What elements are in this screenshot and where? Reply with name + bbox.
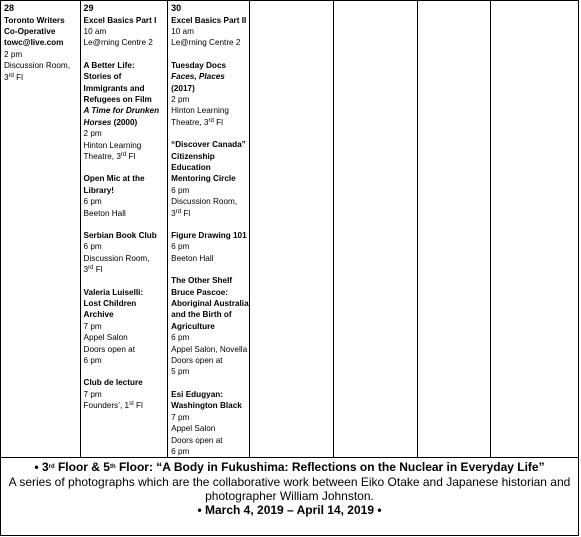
event-text: Appel Salon, Novella xyxy=(171,344,248,354)
event-line xyxy=(171,435,246,446)
event-line xyxy=(84,344,165,355)
event-text: Citizenship xyxy=(171,151,215,161)
event-text: Esi Edugyan: xyxy=(171,389,224,399)
event-line xyxy=(171,400,246,411)
event-text: Library! xyxy=(83,185,115,195)
event-line xyxy=(84,208,165,219)
event-text: 6 pm xyxy=(83,242,102,252)
event-line xyxy=(84,60,165,71)
event-text: 3 xyxy=(4,72,9,82)
ordinal-suffix: rd xyxy=(120,151,127,158)
event-text: Horses xyxy=(83,117,112,127)
event-text: 3 xyxy=(171,208,176,218)
event-text: 2 pm xyxy=(4,49,23,59)
event-line xyxy=(171,389,246,400)
event-line xyxy=(84,230,165,241)
exhibition-footer xyxy=(0,453,579,536)
event-line xyxy=(84,185,165,196)
event-line xyxy=(171,321,246,332)
event-line xyxy=(171,139,246,150)
ordinal-suffix: rd xyxy=(48,464,55,470)
calendar-week-row xyxy=(1,1,579,458)
event-text: Discussion Room, xyxy=(4,61,70,71)
event-line xyxy=(171,275,246,286)
event-text: 6 pm xyxy=(171,446,190,456)
event-line xyxy=(171,83,246,94)
event-entry xyxy=(4,15,77,83)
event-entry xyxy=(84,173,165,219)
event-line xyxy=(171,366,246,377)
event-line xyxy=(171,94,246,105)
day-cell xyxy=(334,1,418,458)
event-text: Co-Operative xyxy=(4,26,56,36)
event-text: Fl xyxy=(213,117,223,127)
event-text: Beeton Hall xyxy=(171,253,214,263)
ordinal-suffix: rd xyxy=(175,208,182,215)
event-line xyxy=(171,71,246,82)
ordinal-suffix: rd xyxy=(88,265,94,272)
event-line xyxy=(171,344,246,355)
ordinal-suffix: th xyxy=(109,464,116,470)
event-line xyxy=(4,72,77,83)
day-number: 28 xyxy=(4,3,15,13)
event-text: 5 pm xyxy=(171,367,190,377)
event-line xyxy=(171,185,246,196)
event-text: A Better Life: xyxy=(83,60,135,70)
event-line xyxy=(171,151,246,162)
event-entry xyxy=(84,15,165,49)
event-text: Lost Children xyxy=(83,299,137,309)
event-text: and the Birth of xyxy=(171,310,232,320)
title-text: Floor: “A Body in Fukushima: Reflections on the Nuclear in Everyday Life” xyxy=(115,460,545,474)
event-entry xyxy=(171,275,249,378)
event-text: Faces, Places xyxy=(171,72,225,82)
event-text: Doors open at xyxy=(171,356,223,366)
event-text: Archive xyxy=(83,310,114,320)
event-line xyxy=(171,230,246,241)
event-line xyxy=(171,60,246,71)
event-line xyxy=(84,94,165,105)
event-text: Fl xyxy=(93,265,103,275)
event-line xyxy=(84,264,165,275)
event-line xyxy=(171,309,246,320)
event-text: “Discover Canada” xyxy=(171,140,246,150)
day-number: 30 xyxy=(171,3,182,13)
event-line xyxy=(171,355,246,366)
title-text: Floor & 5 xyxy=(54,460,110,474)
event-line xyxy=(171,173,246,184)
event-text: 6 pm xyxy=(171,185,190,195)
event-line xyxy=(4,26,77,37)
event-line xyxy=(84,241,165,252)
event-text: Theatre, 3 xyxy=(171,117,209,127)
event-text: Doors open at xyxy=(171,435,223,445)
event-line xyxy=(84,173,165,184)
event-line xyxy=(84,321,165,332)
day-cell xyxy=(491,1,579,458)
event-text: Fl xyxy=(126,151,136,161)
event-text: Discussion Room, xyxy=(83,253,150,263)
event-line xyxy=(171,162,246,173)
event-text: Fl xyxy=(133,401,143,411)
event-line xyxy=(84,309,165,320)
event-text: Stories of xyxy=(83,72,122,82)
event-text: Hinton Learning xyxy=(171,106,229,116)
event-line xyxy=(171,196,246,207)
event-line xyxy=(171,241,246,252)
event-line xyxy=(171,253,246,264)
event-entry xyxy=(171,60,246,128)
event-line xyxy=(4,49,77,60)
event-text: Appel Salon xyxy=(171,424,216,434)
event-text: Appel Salon xyxy=(83,333,128,343)
event-text: 10 am xyxy=(171,26,194,36)
event-line xyxy=(84,151,165,162)
event-line xyxy=(171,105,246,116)
event-text: towc@live.com xyxy=(4,38,64,48)
day-number: 29 xyxy=(83,3,94,13)
event-text: Immigrants and xyxy=(83,83,145,93)
event-entry xyxy=(84,60,165,163)
event-entry xyxy=(84,287,165,367)
event-text: 2 pm xyxy=(171,94,190,104)
event-text: (2017) xyxy=(171,83,195,93)
event-text: Fl xyxy=(181,208,191,218)
event-text: 7 pm xyxy=(83,321,102,331)
event-text: 6 pm xyxy=(83,197,102,207)
exhibition-description: A series of photographs which are the collaborative work between Eiko Otake and Japanese historian and photographer William Johnston. xyxy=(8,475,571,503)
event-entry xyxy=(171,139,246,219)
day-cell xyxy=(168,1,250,458)
event-text: Bruce Pascoe: xyxy=(171,287,229,297)
day-cell xyxy=(249,1,334,458)
event-text: Theatre, 3 xyxy=(83,151,121,161)
event-text: Agriculture xyxy=(171,321,215,331)
event-text: Valeria Luiselli: xyxy=(83,287,144,297)
event-entry xyxy=(171,389,246,457)
day-cell xyxy=(1,1,81,458)
event-text: (2000) xyxy=(111,117,138,127)
event-line xyxy=(84,26,165,37)
event-line xyxy=(4,15,77,26)
event-text: Fl xyxy=(13,72,24,82)
event-text: Founders’, 1 xyxy=(83,401,130,411)
event-line xyxy=(171,298,249,309)
event-text: The Other Shelf xyxy=(171,276,233,286)
event-text: Le@rning Centre 2 xyxy=(83,38,153,48)
event-text: 6 pm xyxy=(171,242,190,252)
event-entry xyxy=(171,230,246,264)
ordinal-suffix: rd xyxy=(8,72,14,79)
event-line xyxy=(84,332,165,343)
event-text: 2 pm xyxy=(83,129,102,139)
event-line xyxy=(84,253,165,264)
event-line xyxy=(4,60,77,71)
event-line xyxy=(171,26,246,37)
event-line xyxy=(84,117,165,128)
event-text: A Time for Drunken xyxy=(83,106,160,116)
event-entry xyxy=(84,230,165,276)
event-text: Serbian Book Club xyxy=(83,231,157,240)
event-line xyxy=(84,287,165,298)
event-text: Excel Basics Part I xyxy=(83,15,157,25)
event-line xyxy=(84,105,165,116)
event-text: 6 pm xyxy=(171,333,190,343)
event-text: Education xyxy=(171,162,211,172)
floor-number: 3 xyxy=(41,460,49,474)
day-cell xyxy=(417,1,491,458)
event-text: Figure Drawing 101 xyxy=(171,231,247,240)
event-line xyxy=(84,196,165,207)
event-line xyxy=(171,423,246,434)
event-text: 7 pm xyxy=(171,412,190,422)
ordinal-suffix: st xyxy=(129,401,134,408)
event-line xyxy=(84,71,165,82)
event-text: 3 xyxy=(83,265,89,275)
event-line xyxy=(84,128,165,139)
event-line xyxy=(171,15,246,26)
event-line xyxy=(84,140,165,151)
event-text: Club de lecture xyxy=(83,378,143,388)
event-line xyxy=(84,377,165,388)
event-text: Toronto Writers xyxy=(4,15,65,25)
event-text: Washington Black xyxy=(171,401,242,411)
event-text: Aboriginal Australia xyxy=(171,299,249,309)
event-line xyxy=(84,389,165,400)
event-entry xyxy=(171,15,246,49)
event-line xyxy=(171,412,246,423)
event-line xyxy=(84,83,165,94)
event-line xyxy=(171,117,246,128)
event-line xyxy=(4,37,77,48)
event-text: Beeton Hall xyxy=(83,208,126,218)
event-text: Doors open at xyxy=(83,344,135,354)
bullet: • xyxy=(34,460,39,474)
event-line xyxy=(171,287,246,298)
event-text: Hinton Learning xyxy=(83,140,142,150)
event-line xyxy=(84,400,165,411)
event-line xyxy=(84,355,165,366)
exhibition-dates: • March 4, 2019 – April 14, 2019 • xyxy=(197,503,382,517)
event-text: Tuesday Docs xyxy=(171,60,227,70)
exhibition-title xyxy=(1,460,578,475)
event-text: 7 pm xyxy=(83,389,102,399)
event-text: Open Mic at the xyxy=(83,174,145,184)
event-text: Le@rning Centre 2 xyxy=(171,38,241,48)
day-cell xyxy=(80,1,168,458)
event-text: 6 pm xyxy=(83,356,102,366)
event-text: Refugees on Film xyxy=(83,94,152,104)
event-text: Mentoring Circle xyxy=(171,174,236,184)
event-line xyxy=(84,37,165,48)
event-line xyxy=(84,15,165,26)
event-entry xyxy=(84,377,165,411)
event-line xyxy=(171,208,246,219)
event-text: 10 am xyxy=(83,26,107,36)
event-line xyxy=(171,332,246,343)
event-line xyxy=(171,37,246,48)
event-text: Excel Basics Part II xyxy=(171,15,247,25)
event-line xyxy=(84,298,165,309)
event-text: Discussion Room, xyxy=(171,197,238,207)
ordinal-suffix: rd xyxy=(208,117,214,124)
